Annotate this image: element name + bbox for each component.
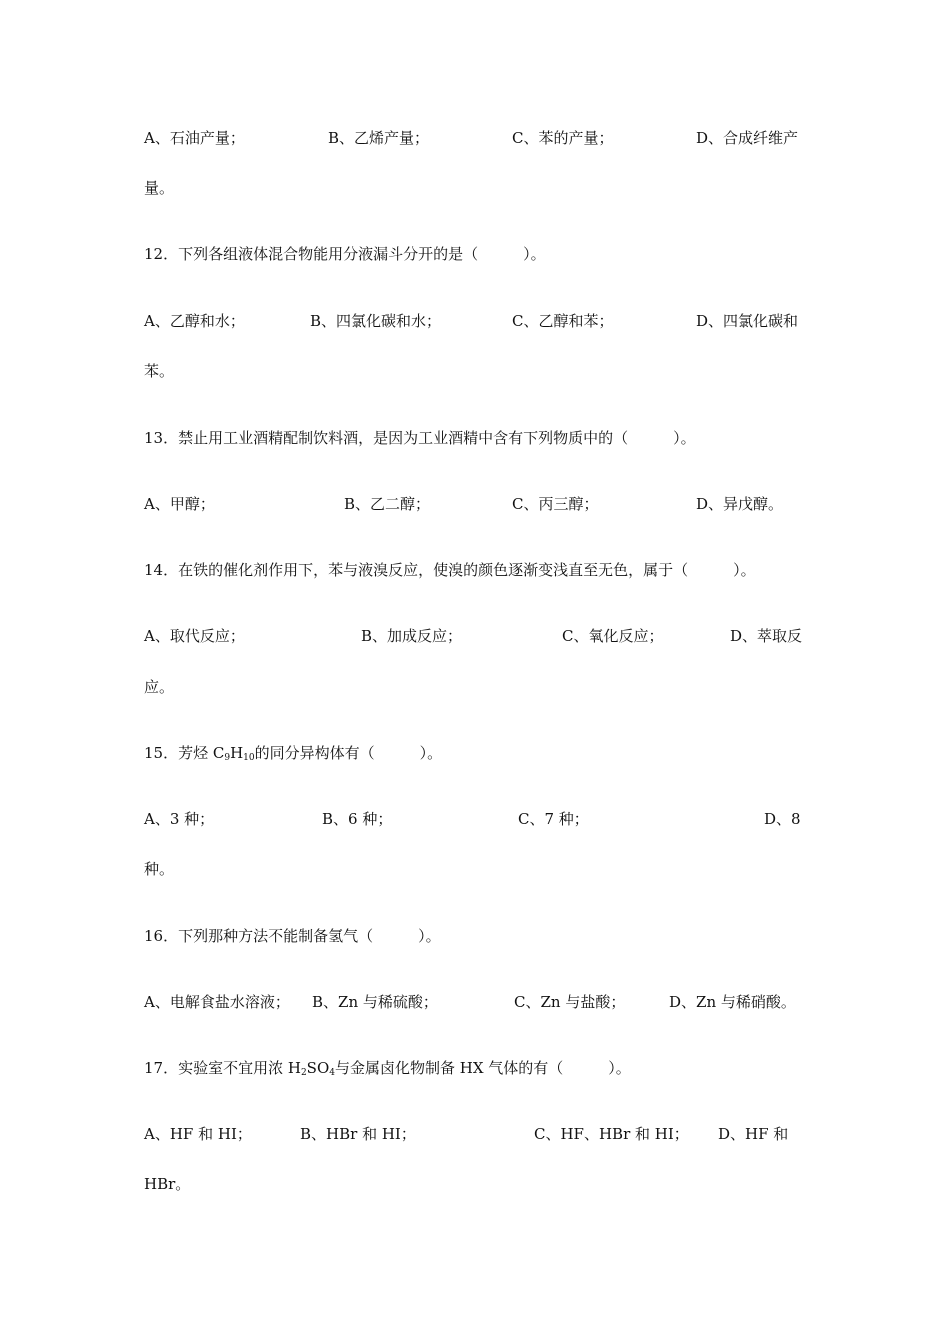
q15-stem [144,742,442,764]
q14-stem: 14．在铁的催化剂作用下，苯与液溴反应，使溴的颜色逐渐变浅直至无色，属于（ ）。 [144,561,756,579]
q16-option-a: A、电解食盐水溶液； [144,993,290,1011]
q15-stem-post: 的同分异构体有（ ）。 [254,744,443,762]
q17-stem-pre: 17．实验室不宜用浓 H [144,1059,301,1077]
q16-option-c: C、Zn 与盐酸； [514,993,626,1011]
q14-option-d-wrap: 应。 [144,678,175,696]
q16-option-d: D、Zn 与稀硝酸。 [669,993,796,1011]
q17-stem-post: 与金属卤化物制备 HX 气体的有（ ）。 [334,1059,631,1077]
q12-option-c: C、乙醇和苯； [512,312,614,330]
q17-stem [144,1057,631,1079]
q13-option-d: D、异戊醇。 [696,495,784,513]
q12-option-d-wrap: 苯。 [144,362,175,380]
q13-option-a: A、甲醇； [144,495,215,513]
q12-option-a: A、乙醇和水； [144,312,245,330]
q14-option-c: C、氧化反应； [562,627,664,645]
q15-option-d: D、8 [764,810,801,828]
q17-option-c: C、HF、HBr 和 HI； [534,1125,689,1143]
q11-option-a: A、石油产量； [144,129,245,147]
q14-option-b: B、加成反应； [361,627,463,645]
q11-option-c: C、苯的产量； [512,129,614,147]
q11-option-b: B、乙烯产量； [328,129,430,147]
q15-option-c: C、7 种； [518,810,589,828]
q12-stem: 12．下列各组液体混合物能用分液漏斗分开的是（ ）。 [144,245,546,263]
q15-stem-pre: 15．芳烃 C [144,744,225,762]
q17-option-b: B、HBr 和 HI； [300,1125,416,1143]
q13-option-c: C、丙三醇； [512,495,599,513]
q17-subscript-1: 2 [300,1068,307,1078]
q14-option-d: D、萃取反 [730,627,803,645]
q16-option-b: B、Zn 与稀硫酸； [312,993,438,1011]
q17-option-a: A、HF 和 HI； [144,1125,252,1143]
q15-subscript-1: 9 [224,753,231,763]
q15-option-d-wrap: 种。 [144,860,175,878]
q12-option-b: B、四氯化碳和水； [310,312,442,330]
q13-stem: 13．禁止用工业酒精配制饮料酒，是因为工业酒精中含有下列物质中的（ ）。 [144,429,696,447]
q11-option-d-wrap: 量。 [144,179,175,197]
q17-option-d-wrap: HBr。 [144,1175,191,1193]
q13-option-b: B、乙二醇； [344,495,431,513]
q17-stem-mid: SO [306,1059,330,1077]
q15-option-a: A、3 种； [144,810,215,828]
q14-option-a: A、取代反应； [144,627,245,645]
q16-stem: 16．下列那种方法不能制备氢气（ ）。 [144,927,441,945]
q15-option-b: B、6 种； [322,810,393,828]
q15-subscript-2: 10 [243,753,255,763]
q17-subscript-2: 4 [329,1068,335,1078]
q15-stem-mid: H [230,744,244,762]
q17-option-d: D、HF 和 [718,1125,789,1143]
q11-option-d: D、合成纤维产 [696,129,799,147]
q12-option-d: D、四氯化碳和 [696,312,799,330]
